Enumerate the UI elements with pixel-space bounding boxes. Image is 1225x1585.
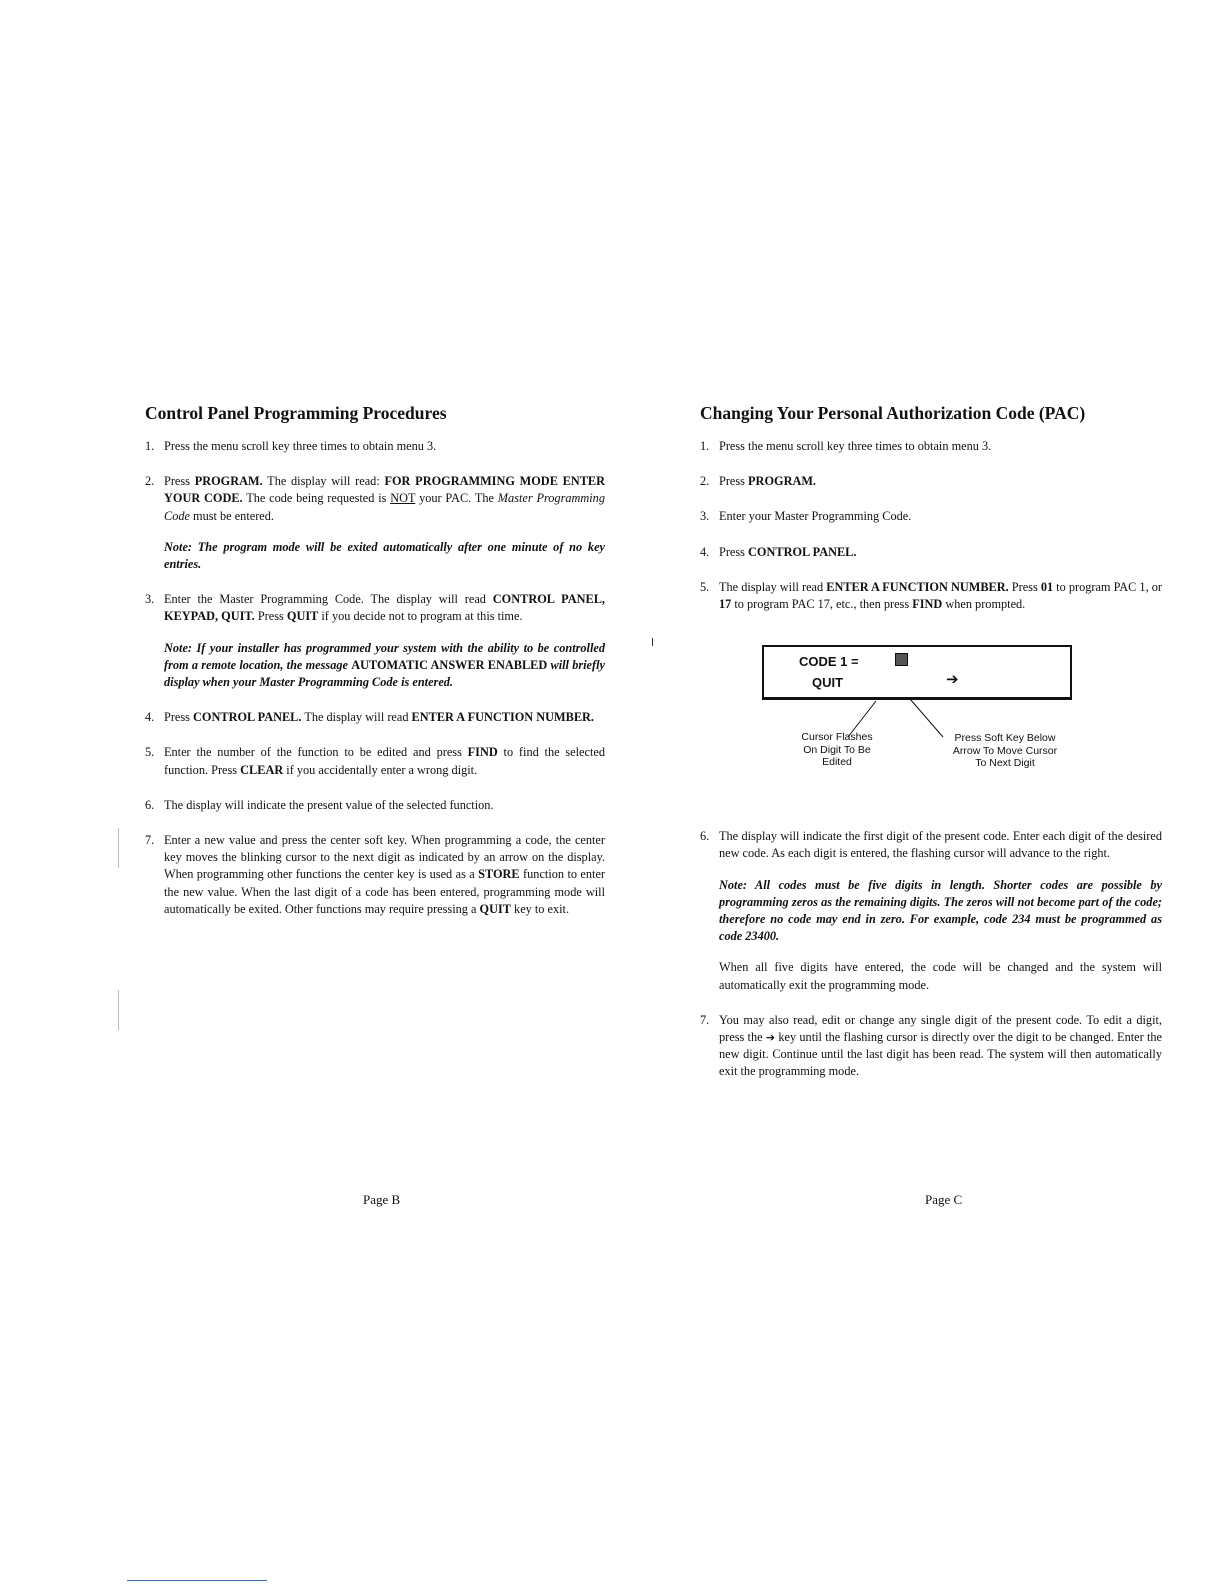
step-number: 6. <box>145 797 155 812</box>
step-text: Enter the number of the function to be edited and press <box>164 745 468 760</box>
note: Note: The program mode will be exited automatically after one minute of no key entries. <box>164 539 605 572</box>
callout-text: Edited <box>822 756 852 769</box>
step-text: Press <box>164 710 194 725</box>
step-text: Enter your Master Programming Code. <box>719 509 912 524</box>
step-text: must be entered. <box>189 508 274 523</box>
list-item <box>145 473 605 573</box>
callout-text: To Next Digit <box>975 757 1035 770</box>
step-text: if you accidentally enter a wrong digit. <box>283 762 478 777</box>
step-text: The display will indicate the first digit of the present code. Enter each digit of the desired new code. As each digit is entered, the flashing cursor will advance to the right. <box>719 829 1162 861</box>
key-label: FIND <box>467 745 498 760</box>
list-item <box>700 438 1162 455</box>
right-page <box>700 402 1162 1099</box>
step-text: The code being requested is <box>242 491 391 506</box>
step-text: You may also read, edit or change any single digit of the present code. To edit a digit, press the <box>719 1012 1162 1045</box>
left-page <box>145 402 605 936</box>
step-text: Press <box>254 609 287 624</box>
key-label: PROGRAM. <box>748 474 817 489</box>
right-arrow-icon: ➔ <box>946 671 959 689</box>
callout-text: Cursor Flashes <box>801 731 873 744</box>
list-item <box>145 438 605 455</box>
display-message: ENTER A FUNCTION NUMBER. <box>411 710 594 725</box>
step-text: The display will read: <box>262 474 385 489</box>
note <box>164 640 605 692</box>
key-label: 01 <box>1040 579 1054 594</box>
step-number: 7. <box>145 833 155 848</box>
emphasis: NOT <box>390 491 416 506</box>
step-number: 2. <box>700 474 710 489</box>
list-item <box>145 744 605 778</box>
lcd-display-diagram <box>700 639 1162 814</box>
step-text: your PAC. The <box>415 491 498 506</box>
page-number-right: Page C <box>925 1192 963 1207</box>
step-text: if you decide not to program at this time. <box>318 609 523 624</box>
step-text: Press <box>719 474 749 489</box>
lcd-line-1: CODE 1 = <box>799 654 859 670</box>
step-text: to find the selected function. Press <box>164 745 605 777</box>
right-arrow-icon: ➔ <box>765 1031 776 1045</box>
scan-mark <box>127 1580 267 1581</box>
step-number: 6. <box>700 829 710 844</box>
step-number: 3. <box>145 592 155 607</box>
scan-mark <box>652 638 653 646</box>
step-text: key to exit. <box>510 901 570 916</box>
step-number: 1. <box>700 439 710 453</box>
key-label: CLEAR <box>240 762 284 777</box>
list-item <box>700 1012 1162 1081</box>
display-message: CONTROL PANEL, KEYPAD, QUIT. <box>164 592 605 624</box>
key-label: CONTROL PANEL. <box>193 710 302 725</box>
step-text: function to enter the new value. When the last digit of a code has been entered, programming mode will automatically be exited. Other functions may require pressing a <box>164 867 606 916</box>
emphasis: Master Programming Code <box>164 491 605 523</box>
key-label: PROGRAM. <box>194 474 263 489</box>
key-label: QUIT <box>286 609 319 624</box>
display-message: FOR PROGRAMMING MODE ENTER YOUR CODE. <box>164 474 605 506</box>
scan-mark <box>118 990 119 1030</box>
callout-text: Arrow To Move Cursor <box>952 744 1058 757</box>
step-text: Enter the Master Programming Code. The display will read <box>164 592 493 607</box>
step-text: The display will read <box>719 579 827 594</box>
step-number: 1. <box>145 439 155 453</box>
display-message: AUTOMATIC ANSWER ENABLED <box>351 657 548 672</box>
list-item <box>700 544 1162 561</box>
step-number: 4. <box>145 710 155 725</box>
step-text: key until the flashing cursor is directly over the digit to be changed. Enter the new digit. Continue until the last digit has been read. The system will then automatically exit the programming mode. <box>719 1030 1162 1079</box>
step-number: 7. <box>700 1012 710 1027</box>
key-label: 17 <box>719 597 732 612</box>
list-item <box>145 797 605 814</box>
step-text: when prompted. <box>942 597 1026 612</box>
step-followup-text: When all five digits have entered, the code will be changed and the system will automatically exit the programming mode. <box>719 960 1162 992</box>
step-text: Press <box>1008 579 1041 594</box>
right-step-list-continued <box>700 828 1162 1080</box>
callout-line-right <box>910 699 943 737</box>
callout-cursor-flashes <box>777 731 897 769</box>
left-step-list <box>145 438 605 918</box>
callout-text: Press Soft Key Below <box>954 732 1056 745</box>
right-page-title: Changing Your Personal Authorization Code (PAC) <box>700 403 1086 423</box>
left-page-title: Control Panel Programming Procedures <box>145 403 447 423</box>
callout-lines <box>700 639 1162 814</box>
step-text: The display will read <box>301 710 412 725</box>
step-text: to program PAC 17, etc., then press <box>731 597 913 612</box>
step-text: Press <box>719 544 749 559</box>
key-label: FIND <box>912 597 943 612</box>
list-item <box>145 591 605 691</box>
list-item <box>700 579 1162 613</box>
step-text: to program PAC 1, or <box>1053 579 1162 594</box>
note-text: Note: If your installer has programmed your system with the ability to be controlled from a remote location, the message <box>164 640 605 672</box>
key-label: STORE <box>478 867 520 882</box>
key-label: QUIT <box>479 901 511 916</box>
list-item <box>700 508 1162 525</box>
step-text: Press the menu scroll key three times to obtain menu 3. <box>719 439 992 453</box>
note: Note: All codes must be five digits in length. Shorter codes are possible by programming zeros as the remaining digits. The zeros will not become part of the code; therefore no code may end in zero. For example, code 234 must be programmed as code 23400. <box>719 877 1162 944</box>
step-number: 3. <box>700 509 710 524</box>
callout-press-soft-key <box>940 732 1070 770</box>
step-text: Press <box>164 474 195 489</box>
list-item <box>700 473 1162 490</box>
step-text: Press the menu scroll key three times to obtain menu 3. <box>164 439 437 453</box>
list-item <box>700 828 1162 994</box>
step-number: 5. <box>700 579 710 594</box>
step-number: 4. <box>700 544 710 559</box>
right-step-list <box>700 438 1162 613</box>
list-item <box>145 709 605 726</box>
lcd-line-2: QUIT <box>812 675 844 691</box>
list-item <box>145 832 605 918</box>
note-text: will briefly display when your Master Programming Code is entered. <box>164 657 605 690</box>
scan-mark <box>118 828 119 868</box>
step-text: Enter a new value and press the center soft key. When programming a code, the center key moves the blinking cursor to the next digit as indicated by an arrow on the display. When programming other functions the center key is used as a <box>164 833 605 882</box>
step-number: 2. <box>145 474 155 489</box>
key-label: CONTROL PANEL. <box>748 544 857 559</box>
callout-text: On Digit To Be <box>803 743 871 756</box>
page-number-left: Page B <box>363 1192 401 1207</box>
display-message: ENTER A FUNCTION NUMBER. <box>826 579 1009 594</box>
step-text: The display will indicate the present value of the selected function. <box>164 797 494 812</box>
step-number: 5. <box>145 745 155 760</box>
